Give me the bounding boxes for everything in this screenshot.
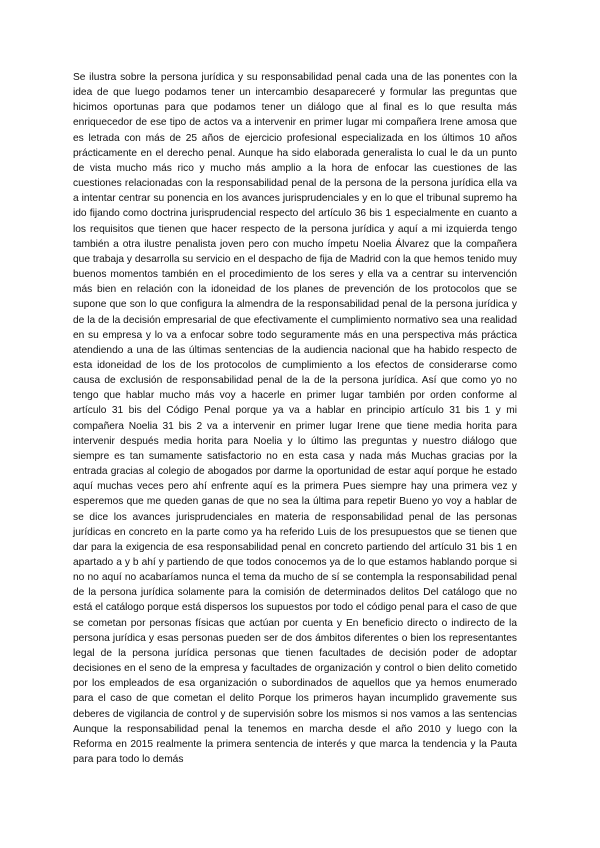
body-paragraph: Se ilustra sobre la persona jurídica y su responsabilidad penal cada una de las ponentes con la idea de que luego podamos tener un intercambio desapareceré y formular las preguntas que hicimos oportunas para que podamos tener un diálogo que al final es lo que resulta más enriquecedor de ese tipo de actos va a intervenir en primer lugar mi compañera Irene amosa que es letrada con más de 25 años de ejercicio profesional especializada en los últimos 10 años prácticamente en el derecho penal. Aunque ha sido elaborada generalista lo cual le da un punto de vista mucho más rico y mucho más amplio a la hora de enfocar las cuestiones de las cuestiones relacionadas con la responsabilidad penal de la persona de la persona jurídica ella va a intentar centrar su ponencia en los avances jurisprudenciales y en lo que el tribunal supremo ha ido fijando como doctrina jurisprudencial respecto del artículo 36 bis 1 especialmente en cuanto a los requisitos que tienen que hacer respecto de la persona jurídica y aquí a mi izquierda tengo también a otra ilustre penalista joven pero con mucho ímpetu Noelia Álvarez que la compañera que trabaja y desarrolla su servicio en el despacho de fija de Madrid con la que hemos tenido muy buenos momentos también en el procedimiento de los seres y ella va a centrar su intervención más bien en relación con la idoneidad de los planes de prevención de los protocolos que se supone que son lo que configura la almendra de la responsabilidad penal de la persona jurídica y de la de la decisión empresarial de que efectivamente el cumplimiento normativo sea una realidad en su empresa y lo va a enfocar sobre todo seguramente más en una perspectiva más práctica atendiendo a una de las últimas sentencias de la audiencia nacional que ha habido respecto de esta idoneidad de los de los protocolos de cumplimiento a los efectos de considerarse como causa de exclusión de responsabilidad penal de la de la persona jurídica. Así que como yo no tengo que hablar mucho más voy a hacerle en primer lugar también por orden conforme al artículo 31 bis del Código Penal porque ya va a hablar en principio artículo 31 bis 1 y mi compañera Noelia 31 bis 2 va a intervenir en primer lugar Irene que tiene media horita para intervenir después media horita para Noelia y lo último las preguntas y nuestro diálogo que siempre es tan sumamente satisfactorio no en esta casa y nada más Muchas gracias por la entrada gracias al colegio de abogados por darme la oportunidad de estar aquí porque he estado aquí muchas veces pero ahí enfrente aquí es la primera Pues siempre hay una primera vez y esperemos que me queden ganas de que no sea la última para repetir Bueno yo voy a hablar de se dice los avances jurisprudenciales en materia de responsabilidad penal de las personas jurídicas en concreto en la parte como ya ha referido Luis de los presupuestos que se tienen que dar para la exigencia de esa responsabilidad penal en concreto partiendo del artículo 31 bis 1 en apartado a y b ahí y partiendo de que todos conocemos ya de lo que estamos hablando porque si no no aquí no acabaríamos nunca el tema da mucho de sí se contempla la responsabilidad penal de la persona jurídica solamente para la comisión de determinados delitos Del catálogo que no está el catálogo porque está dispersos los supuestos por todo el código penal para el caso de que se cometan por personas físicas que actúan por cuenta y En beneficio directo o indirecto de la persona jurídica y esas personas pueden ser de dos ámbitos diferentes o bien los representantes legal de la persona jurídica personas que tienen facultades de decisión poder de adoptar decisiones en el seno de la empresa y facultades de organización y control o bien delito cometido por los empleados de esa organización o subordinados de aquellos que ya hemos enumerado para el caso de que cometan el delito Porque los primeros hayan incumplido gravemente sus deberes de vigilancia de control y de supervisión sobre los mismos si nos vamos a las sentencias Aunque la responsabilidad penal la tenemos en marcha desde el año 2010 y luego con la Reforma en 2015 realmente la primera sentencia de interés y que marca la tendencia y la Pauta para para todo lo demás <box>73 72 517 766</box>
